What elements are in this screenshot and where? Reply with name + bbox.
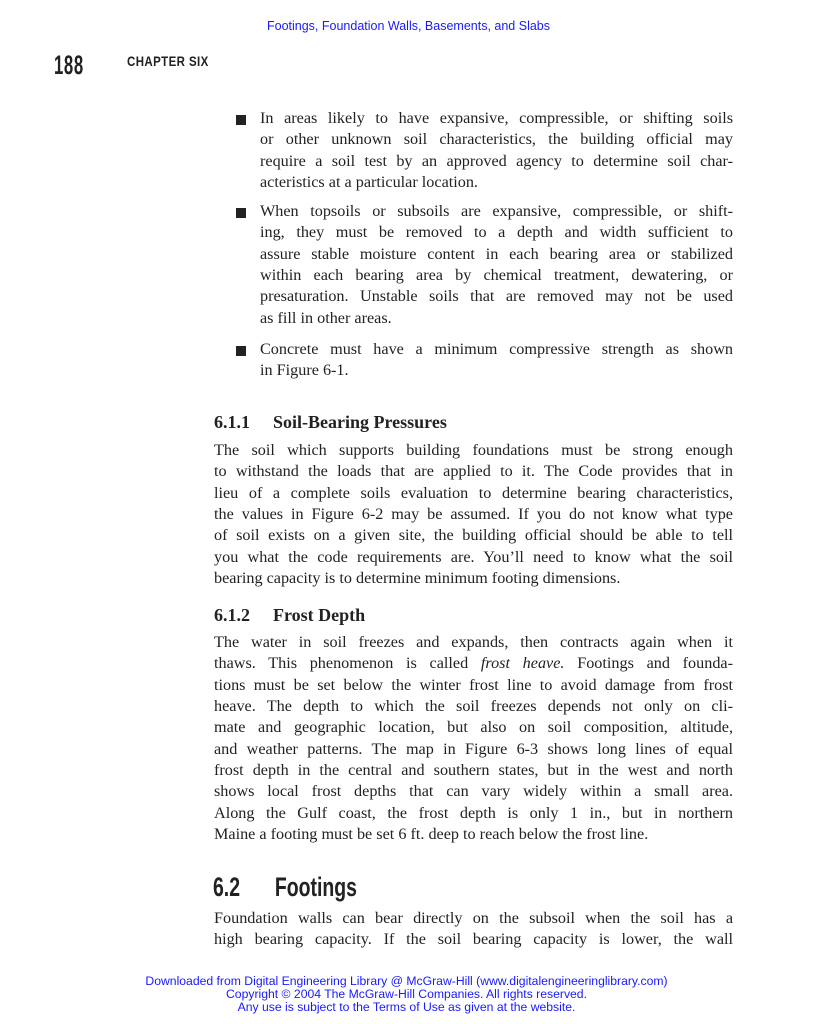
paragraph-footings <box>214 908 733 951</box>
footer-copyright: Copyright © 2004 The McGraw-Hill Companies. All rights reserved. <box>226 987 587 1001</box>
text-line: of soil exists on a given site, the building official should be able to tell <box>214 526 733 545</box>
section-heading-6-1-2 <box>214 605 365 626</box>
text-line: in Figure 6-1. <box>260 361 349 380</box>
section-number: 6.1.2 <box>214 605 250 625</box>
text-line: mate and geographic location, but also on soil composition, altitude, <box>214 718 733 737</box>
text-line: or other unknown soil characteristics, the building official may <box>260 130 733 149</box>
text-line: Foundation walls can bear directly on the subsoil when the soil has a <box>214 909 733 927</box>
text-line: Maine a footing must be set 6 ft. deep to reach below the frost line. <box>214 825 649 844</box>
text-line: When topsoils or subsoils are expansive, compressible, or shift- <box>260 202 733 220</box>
paragraph-frost-depth <box>214 632 733 845</box>
section-number: 6.2 <box>213 872 241 902</box>
text-line: acteristics at a particular location. <box>260 173 478 192</box>
text-line: assure stable moisture content in each bearing area or stabilized <box>260 244 733 263</box>
section-title: Soil-Bearing Pressures <box>273 412 447 432</box>
running-head: Footings, Foundation Walls, Basements, and Slabs <box>266 19 551 33</box>
paragraph-soil-bearing <box>214 440 733 589</box>
text-span: Footings and founda- <box>564 654 733 673</box>
text-line: Along the Gulf coast, the frost depth is only 1 in., but in northern <box>214 803 733 822</box>
italic-term: frost heave. <box>480 654 565 673</box>
text-line: tions must be set below the winter frost line to avoid damage from frost <box>214 675 733 694</box>
bullet-square-icon <box>236 208 246 218</box>
footer-terms: Any use is subject to the Terms of Use as given at the website. <box>237 1000 576 1014</box>
text-line: ing, they must be removed to a depth and width sufficient to <box>260 223 733 242</box>
text-line: lieu of a complete soils evaluation to determine bearing characteristics, <box>214 483 733 502</box>
section-heading-6-1-1 <box>214 412 447 433</box>
text-line: within each bearing area by chemical treatment, dewatering, or <box>260 266 733 285</box>
text-line: Concrete must have a minimum compressive strength as shown <box>260 340 733 358</box>
text-line: presaturation. Unstable soils that are removed may not be used <box>260 287 733 306</box>
text-line: heave. The depth to which the soil freezes depends not only on cli- <box>214 697 733 716</box>
bullet-square-icon <box>236 115 246 125</box>
text-line: the values in Figure 6-2 may be assumed. If you do not know what type <box>214 505 733 524</box>
text-line: bearing capacity is to determine minimum footing dimensions. <box>214 569 621 588</box>
text-line: frost depth in the central and southern states, but in the west and north <box>214 761 733 780</box>
text-line: require a soil test by an approved agency to determine soil char- <box>260 151 733 170</box>
text-span: thaws. This phenomenon is called <box>214 654 481 673</box>
text-line: to withstand the loads that are applied to it. The Code provides that in <box>214 462 733 481</box>
bullet-square-icon <box>236 346 246 356</box>
section-heading-6-2 <box>213 872 357 903</box>
text-line: and weather patterns. The map in Figure 6-3 shows long lines of equal <box>214 739 733 758</box>
section-number: 6.1.1 <box>214 412 250 432</box>
section-title: Footings <box>274 872 357 902</box>
text-line: you what the code requirements are. You’ll need to know what the soil <box>214 547 733 566</box>
page-number: 188 <box>54 50 84 80</box>
footer-download[interactable]: Downloaded from Digital Engineering Library @ McGraw-Hill (www.digitalengineeringlibrary.com) <box>145 974 668 988</box>
text-line: high bearing capacity. If the soil bearing capacity is lower, the wall <box>214 930 733 949</box>
text-line: as fill in other areas. <box>260 308 392 327</box>
section-title: Frost Depth <box>273 605 366 625</box>
text-line: shows local frost depths that can vary widely within a small area. <box>214 782 733 801</box>
text-line <box>214 653 733 674</box>
chapter-label: CHAPTER SIX <box>127 53 209 69</box>
text-line: The soil which supports building foundations must be strong enough <box>214 441 733 459</box>
bullet-item <box>260 108 733 193</box>
bullet-item <box>260 339 733 382</box>
text-line: The water in soil freezes and expands, then contracts again when it <box>214 633 733 651</box>
text-line: In areas likely to have expansive, compressible, or shifting soils <box>260 109 733 127</box>
bullet-item <box>260 201 733 329</box>
